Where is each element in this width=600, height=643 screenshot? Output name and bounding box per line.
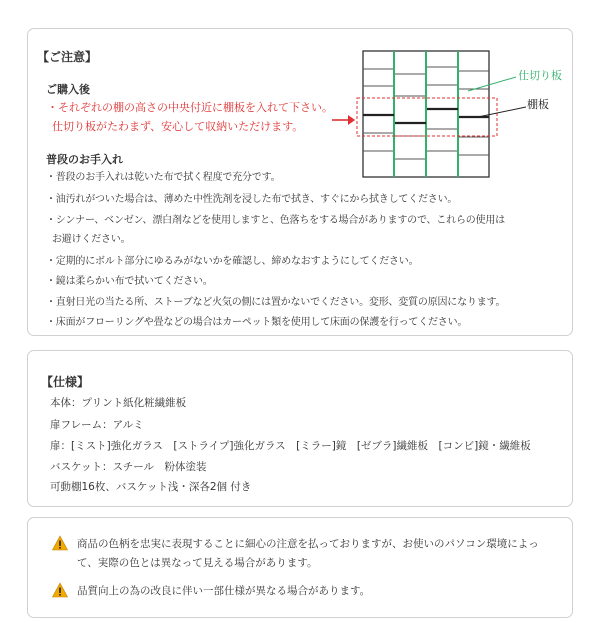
after-purchase-title: ご購入後	[46, 83, 90, 96]
notice-line: 品質向上の為の改良に伴い一部仕様が異なる場合があります。	[77, 585, 371, 597]
notice-panel	[27, 517, 573, 618]
after-purchase-line-1: ・それぞれの棚の高さの中央付近に棚板を入れて下さい。	[47, 101, 333, 114]
care-line: ・油汚れがついた場合は、薄めた中性洗剤を浸した布で拭き、すぐにから拭きしてください。	[46, 194, 458, 205]
spec-line: バスケット：スチール 粉体塗装	[50, 461, 207, 473]
specs-heading: 【仕様】	[41, 375, 90, 389]
spec-line: 扉：[ミスト]強化ガラス [ストライプ]強化ガラス [ミラー]鏡 [ゼブラ]繊維板 [コンビ]鏡・繊維板	[50, 440, 531, 452]
spec-line: 本体：プリント紙化粧繊維板	[50, 397, 187, 409]
shelf-board-label: 棚板	[527, 98, 549, 111]
notice-line: て、実際の色とは異なって見える場合があります。	[77, 557, 318, 569]
care-line: ・床面がフローリングや畳などの場合はカーペット類を使用して床面の保護を行ってください。	[46, 317, 468, 328]
partition-label: 仕切り板	[518, 69, 562, 82]
care-line: ・定期的にボルト部分にゆるみがないかを確認し、締めなおすようにしてください。	[46, 256, 419, 267]
caution-panel	[27, 28, 573, 336]
care-line: ・直射日光の当たる所、ストーブなど火気の側には置かないでください。変形、変質の原因になります。	[46, 297, 506, 308]
care-line: ・シンナー、ベンゼン、漂白剤などを使用しますと、色落ちをする場合がありますので、これらの使用は	[46, 215, 505, 226]
notice-line: 商品の色柄を忠実に表現することに細心の注意を払っておりますが、お使いのパソコン環境によっ	[77, 538, 539, 550]
care-line: ・普段のお手入れは乾いた布で拭く程度で充分です。	[46, 172, 281, 183]
arrow-right-icon	[332, 115, 355, 125]
specs-panel	[27, 350, 573, 507]
spec-line: 可動棚16枚、バスケット浅・深各2個 付き	[50, 481, 252, 493]
spec-line: 扉フレーム：アルミ	[50, 419, 144, 431]
caution-heading: 【ご注意】	[37, 50, 98, 64]
care-line: お避けください。	[52, 234, 131, 245]
after-purchase-line-2: 仕切り板がたわまず、安心して収納いただけます。	[52, 120, 304, 133]
care-title: 普段のお手入れ	[46, 153, 123, 166]
care-line: ・鏡は柔らかい布で拭いてください。	[46, 276, 213, 287]
warning-icon	[52, 582, 68, 598]
shelf-diagram	[328, 41, 568, 211]
warning-icon	[52, 535, 68, 551]
